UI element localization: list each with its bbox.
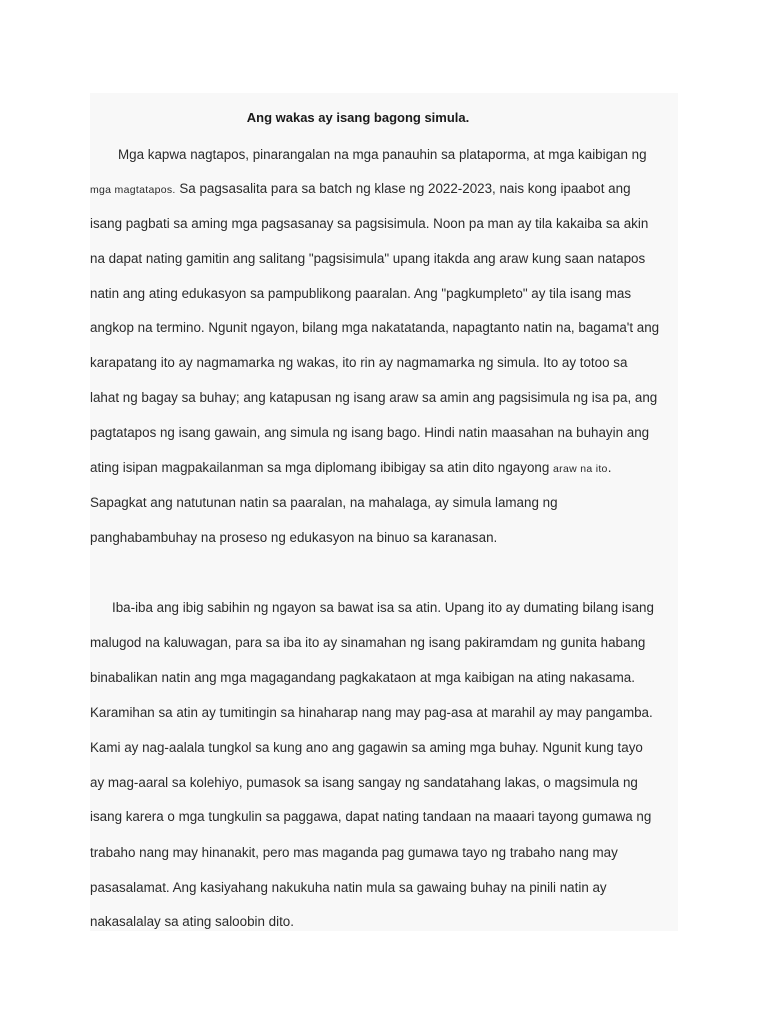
paragraph-1-line-10 (90, 460, 611, 477)
paragraph-2-line-4: Karamihan sa atin ay tumitingin sa hinaharap nang may pag-asa at marahil ay may pangamba. (90, 705, 653, 720)
paragraph-1-line-10-small: araw na ito (553, 463, 608, 475)
paragraph-2-line-6: ay mag-aaral sa kolehiyo, pumasok sa isang sangay ng sandatahang lakas, o magsimula ng (90, 775, 638, 790)
paragraph-2-line-5: Kami ay nag-aalala tungkol sa kung ano ang gagawin sa aming mga buhay. Ngunit kung tayo (90, 740, 643, 755)
paragraph-1-line-10-end: . (607, 460, 612, 475)
paragraph-1-line-5: natin ang ating edukasyon sa pampublikong paaralan. Ang "pagkumpleto" ay tila isang mas (90, 286, 632, 301)
paragraph-1-line-9: pagtatapos ng isang gawain, ang simula ng isang bago. Hindi natin maasahan na buhayin ang (90, 425, 650, 440)
paragraph-2-line-7: isang karera o mga tungkulin sa paggawa, dapat nating tandaan na maaari tayong gumawa ng (90, 809, 652, 824)
paragraph-2-line-1: Iba-iba ang ibig sabihin ng ngayon sa bawat isa sa atin. Upang ito ay dumating bilang isang (112, 600, 654, 615)
paragraph-1-line-3: isang pagbati sa aming mga pagsasanay sa pagsisimula. Noon pa man ay tila kakaiba sa akin (90, 216, 649, 231)
paragraph-2-line-2: malugod na kaluwagan, para sa iba ito ay sinamahan ng isang pakiramdam ng gunita habang (90, 635, 646, 650)
paragraph-1-line-7: karapatang ito ay nagmamarka ng wakas, ito rin ay nagmamarka ng simula. Ito ay totoo sa (90, 355, 628, 370)
paragraph-2-line-3: binabalikan natin ang mga magagandang pagkakataon at mga kaibigan na ating nakasama. (90, 670, 635, 685)
paragraph-1-line-8: lahat ng bagay sa buhay; ang katapusan ng isang araw sa amin ang pagsisimula ng isa pa, ang (90, 390, 658, 405)
paragraph-1-line-10-rest: ating isipan magpakailanman sa mga diplomang ibibigay sa atin dito ngayong (90, 460, 554, 475)
paragraph-1-line-1: Mga kapwa nagtapos, pinarangalan na mga panauhin sa plataporma, at mga kaibigan ng (118, 147, 647, 162)
paragraph-1-line-2-rest: Sa pagsasalita para sa batch ng klase ng 2022-2023, nais kong ipaabot ang (175, 181, 631, 196)
paragraph-2-line-8: trabaho nang may hinanakit, pero mas maganda pag gumawa tayo ng trabaho nang may (90, 845, 618, 860)
paragraph-1-line-11: Sapagkat ang natutunan natin sa paaralan, na mahalaga, ay simula lamang ng (90, 495, 558, 510)
paragraph-2-line-9: pasasalamat. Ang kasiyahang nakukuha natin mula sa gawaing buhay na pinili natin ay (90, 880, 607, 895)
paragraph-1-line-6: angkop na termino. Ngunit ngayon, bilang mga nakatatanda, napagtanto natin na, bagama't ang (90, 320, 660, 335)
paragraph-1-line-2 (90, 181, 631, 198)
paragraph-1-line-2-small: mga magtatapos. (90, 184, 176, 196)
document-title: Ang wakas ay isang bagong simula. (246, 110, 470, 125)
paragraph-1-line-4: na dapat nating gamitin ang salitang "pagsisimula" upang itakda ang araw kung saan natapos (90, 251, 646, 266)
paragraph-1-line-12: panghabambuhay na proseso ng edukasyon na binuo sa karanasan. (90, 530, 498, 545)
paragraph-2-line-10: nakasalalay sa ating saloobin dito. (90, 914, 294, 929)
